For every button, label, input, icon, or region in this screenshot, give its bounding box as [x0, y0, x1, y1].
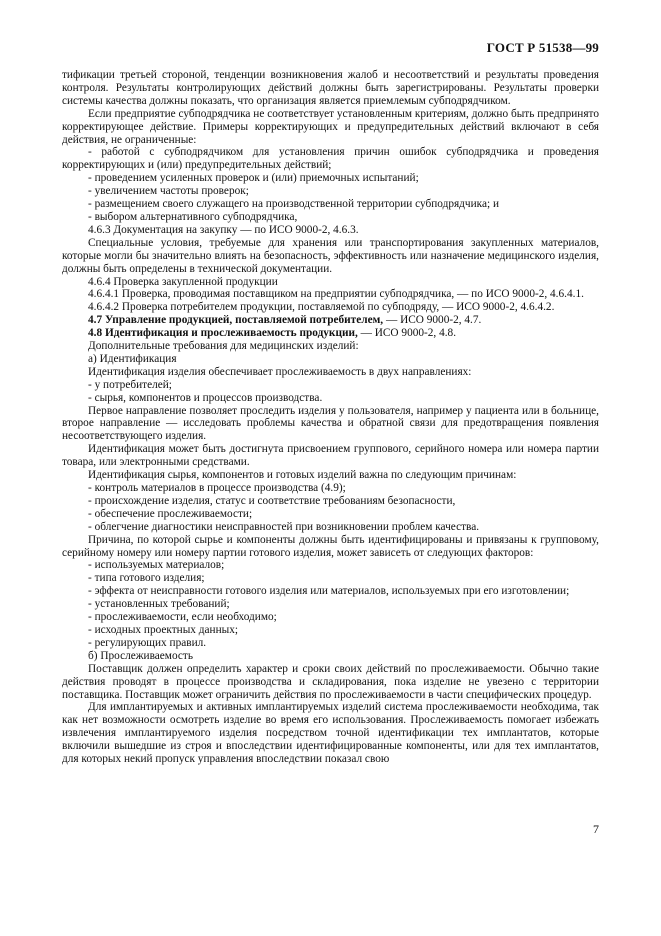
paragraph: Поставщик должен определить характер и сроки своих действий по прослеживаемости. Обычно такие действия проводят в процессе производства и складирования, пока изделие не увезено с территории поставщика. Поставщик может ограничить действия по прослеживаемости в части специфических процедур.: [62, 662, 599, 701]
paragraph: Причина, по которой сырье и компоненты должны быть идентифицированы и привязаны к групповому, серийному номеру или номеру партии готового изделия, может зависеть от следующих факторов:: [62, 533, 599, 559]
paragraph: 4.6.4 Проверка закупленной продукции: [88, 275, 278, 288]
section-heading: 4.7 Управление продукцией, поставляемой потребителем,: [88, 314, 384, 327]
list-item: - работой с субподрядчиком для установления причин ошибок субподрядчика и проведения корректирующих и (или) предупредительных действий;: [62, 146, 599, 172]
list-item: - контроль материалов в процессе производства (4.9);: [88, 482, 346, 494]
list-item: - выбором альтернативного субподрядчика,: [88, 210, 298, 223]
paragraph-text: — ИСО 9000-2, 4.8.: [357, 327, 457, 340]
paragraph: [62, 314, 599, 327]
list-item: - проведением усиленных проверок и (или) приемочных испытаний;: [88, 172, 419, 185]
list-item: - происхождение изделия, статус и соответствие требованиям безопасности,: [88, 494, 456, 507]
document-body: [62, 69, 599, 766]
paragraph: Первое направление позволяет проследить изделия у пользователя, например у пациента или в больнице, второе направление — исследовать проблемы качества и обратной связи для предотвращения появления несоответствующего изделия.: [62, 404, 599, 443]
paragraph: Идентификация изделия обеспечивает прослеживаемость в двух направлениях:: [88, 365, 472, 378]
list-item: - типа готового изделия;: [88, 572, 205, 585]
paragraph: тификации третьей стороной, тенденции возникновения жалоб и несоответствий и результаты проведения контроля. Результаты контролирующих действий должны быть зарегистрированы. Результаты проверки системы качества должны показать, что организация является приемлемым субподрядчиком.: [62, 69, 599, 107]
paragraph: Если предприятие субподрядчика не соответствует установленным критериям, должно быть предпринято корректирующее действие. Примеры корректирующих и предупредительных действий включают в себя действия, не ограниченные:: [62, 107, 599, 146]
list-item: - увеличением частоты проверок;: [88, 185, 249, 198]
section-heading: 4.8 Идентификация и прослеживаемость продукции,: [88, 327, 358, 340]
document-header: ГОСТ Р 51538—99: [486, 40, 599, 55]
page-number: 7: [593, 822, 599, 836]
paragraph: 4.6.4.1 Проверка, проводимая поставщиком на предприятии субподрядчика, — по ИСО 9000-2, 4.6.4.1.: [88, 288, 584, 301]
paragraph: а) Идентификация: [88, 352, 177, 365]
paragraph: б) Прослеживаемость: [88, 649, 193, 662]
list-item: - обеспечение прослеживаемости;: [88, 507, 253, 520]
paragraph: Идентификация может быть достигнута присвоением группового, серийного номера или номера партии товара, или электронными средствами.: [62, 443, 599, 469]
paragraph: Идентификация сырья, компонентов и готовых изделий важна по следующим причинам:: [88, 469, 517, 482]
paragraph-text: — ИСО 9000-2, 4.7.: [383, 314, 482, 327]
list-item: - облегчение диагностики неисправностей при возникновении проблем качества.: [88, 520, 480, 533]
paragraph: [62, 327, 599, 340]
list-item: - регулирующих правил.: [88, 636, 207, 649]
paragraph: 4.6.3 Документация на закупку — по ИСО 9000-2, 4.6.3.: [88, 223, 359, 236]
paragraph: 4.6.4.2 Проверка потребителем продукции, поставляемой по субподряду, — ИСО 9000-2, 4.6.4.2.: [88, 301, 555, 314]
list-item: - прослеживаемости, если необходимо;: [88, 611, 277, 624]
paragraph: Для имплантируемых и активных имплантируемых изделий система прослеживаемости необходима, так как нет возможности осмотреть изделие во время его использования. Прослеживаемость помогает избежать извлечения имплантируемого изделия посредством точной идентификации тех имплантатов, которые включили вышедшие из строя и впоследствии идентифицированные компоненты, или для тех имплантатов, для которых некий пропуск управления впоследствии показал свою: [62, 701, 599, 766]
list-item: - установленных требований;: [88, 598, 230, 611]
list-item: - у потребителей;: [88, 378, 172, 391]
paragraph: Дополнительные требования для медицинских изделий:: [88, 340, 359, 353]
paragraph: Специальные условия, требуемые для хранения или транспортирования закупленных материалов, которые могли бы значительно влиять на безопасность, эффективность или назначение медицинского изделия, должны быть определены в технической документации.: [62, 236, 599, 275]
list-item: - сырья, компонентов и процессов производства.: [88, 391, 323, 404]
list-item: - исходных проектных данных;: [88, 623, 239, 636]
list-item: - размещением своего служащего на производственной территории субподрядчика; и: [88, 198, 499, 211]
list-item: - используемых материалов;: [88, 559, 225, 572]
list-item: - эффекта от неисправности готового изделия или материалов, используемых при его изготовлении;: [88, 585, 570, 598]
